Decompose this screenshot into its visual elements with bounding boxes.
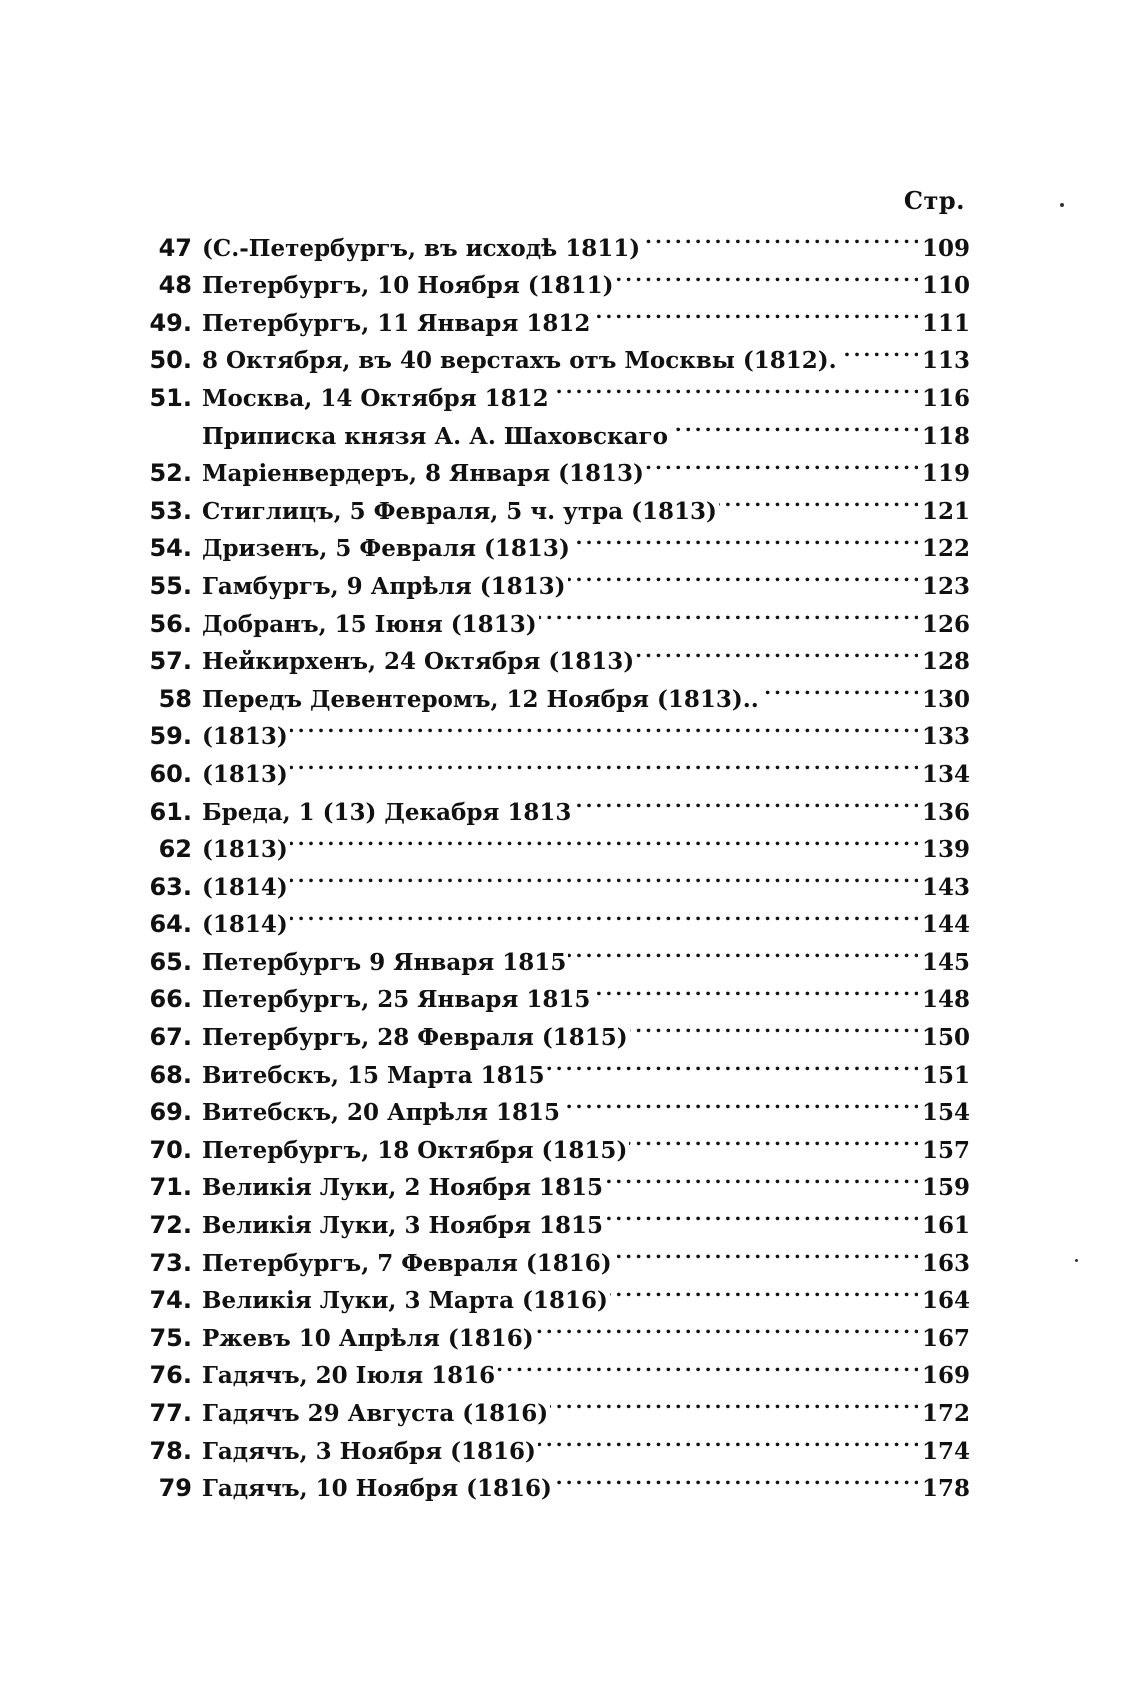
entry-number: 79 [158,1474,192,1503]
dot-leader [497,1346,918,1384]
entry-title: Дризенъ, 5 Февраля (1813) [202,535,570,563]
entry-title: Передъ Девентеромъ, 12 Ноября (1813).. [202,685,759,713]
entry-page: 139 [921,836,970,864]
toc-row [140,218,970,262]
entry-page: 122 [921,535,970,563]
dot-leader [592,293,918,331]
entry-number: 69. [149,1098,192,1127]
table-of-contents [140,218,970,1503]
entry-title: (1813) [202,723,288,751]
dot-leader [646,444,918,482]
entry-page: 118 [921,422,970,450]
entry-title: 8 Октября, въ 40 верстахъ отъ Москвы (1812). [202,347,837,375]
entry-page: 174 [921,1437,970,1465]
entry-page: 143 [921,873,970,901]
entry-number: 77. [149,1399,192,1427]
entry-number: 57. [149,647,192,676]
entry-page: 109 [921,234,970,262]
entry-title: Петербургъ, 18 Октября (1815) [202,1136,628,1164]
entry-title: Москва, 14 Октября 1812 [202,384,549,412]
entry-title: Великія Луки, 2 Ноября 1815 [202,1174,603,1202]
entry-page: 126 [921,610,970,638]
entry-page: 150 [921,1024,970,1052]
entry-title: Витебскъ, 15 Марта 1815 [202,1061,545,1089]
dot-leader [573,782,918,820]
entry-number: 78. [149,1436,192,1465]
entry-title: Петербургъ, 11 Января 1812 [202,309,591,337]
entry-page: 159 [921,1174,970,1202]
dot-leader [290,707,918,745]
entry-number: 76. [149,1361,192,1390]
entry-number: 48 [158,271,192,300]
entry-title: Петербургъ 9 Января 1815 [202,948,567,976]
entry-number: 75. [149,1323,192,1352]
entry-number: 73. [149,1248,192,1277]
entry-page: 110 [921,272,970,300]
entry-page: 116 [921,384,970,412]
entry-page: 145 [921,948,970,976]
dot-leader [572,519,918,557]
entry-title: (1813) [202,836,288,864]
dot-leader [538,1421,918,1459]
entry-title: (1813) [202,760,288,788]
entry-number: 74. [149,1286,192,1315]
dot-leader [605,1195,918,1233]
entry-title: Гадячъ, 20 Іюля 1816 [202,1362,496,1390]
dot-leader [636,632,918,670]
dot-leader [290,744,918,782]
entry-page: 157 [921,1136,970,1164]
entry-page: 151 [921,1061,970,1089]
dot-leader [290,895,918,933]
entry-number: 50. [149,346,192,375]
entry-number: 56. [149,609,192,638]
dot-leader [642,218,918,256]
entry-number: 68. [149,1060,192,1089]
dot-leader [568,932,918,970]
entry-title: Нейкирхенъ, 24 Октября (1813) [202,648,635,676]
dot-leader [719,481,918,519]
entry-number: 55. [149,571,192,600]
dot-leader [761,669,918,707]
dot-leader [630,1007,918,1045]
entry-page: 111 [921,309,970,337]
dot-leader [290,820,918,858]
entry-title: Петербургъ, 7 Февраля (1816) [202,1249,612,1277]
entry-number: 65. [149,947,192,976]
dot-leader [629,1120,918,1158]
entry-title: (1814) [202,911,288,939]
entry-page: 178 [921,1475,970,1503]
dot-leader [616,256,918,294]
entry-page: 123 [921,572,970,600]
entry-title: Приписка князя А. А. Шаховскаго [202,422,668,450]
dot-leader [610,1271,918,1309]
entry-page: 133 [921,723,970,751]
dot-leader [536,1308,918,1346]
entry-number: 47 [158,233,192,262]
entry-number: 62 [158,835,192,864]
dot-leader [547,1045,918,1083]
entry-title: Великія Луки, 3 Марта (1816) [202,1287,608,1315]
entry-number: 66. [149,985,192,1014]
dot-leader [554,1459,918,1497]
entry-title: Гамбургъ, 9 Апрѣля (1813) [202,572,566,600]
entry-title: Добранъ, 15 Іюня (1813) [202,610,537,638]
entry-title: Маріенвердеръ, 8 Января (1813) [202,460,644,488]
entry-number: 67. [149,1023,192,1052]
entry-title: (С.-Петербургъ, въ исходѣ 1811) [202,234,641,262]
entry-title: Бреда, 1 (13) Декабря 1813 [202,798,572,826]
entry-title: Витебскъ, 20 Апрѣля 1815 [202,1099,561,1127]
entry-page: 172 [921,1400,970,1427]
dot-leader [592,970,918,1008]
entry-number: 61. [149,797,192,826]
dot-leader [614,1233,918,1271]
entry-number: 51. [149,383,192,412]
dot-leader [550,1383,918,1421]
entry-page: 119 [921,460,970,488]
entry-page: 128 [921,648,970,676]
entry-number: 54. [149,534,192,563]
entry-title: (1814) [202,873,288,901]
entry-page: 161 [921,1212,970,1240]
entry-title: Гадячъ, 3 Ноября (1816) [202,1437,536,1465]
entry-page: 144 [921,911,970,939]
print-speck [1060,203,1064,207]
entry-page: 148 [921,986,970,1014]
entry-number: 64. [149,910,192,939]
print-speck [1075,1259,1078,1262]
dot-leader [839,331,918,369]
entry-number: 53. [149,496,192,525]
entry-page: 130 [921,685,970,713]
entry-number: 60. [149,759,192,788]
dot-leader [670,406,918,444]
entry-title: Гадячъ 29 Августа (1816) [202,1400,549,1427]
entry-title: Петербургъ, 28 Февраля (1815) [202,1024,628,1052]
entry-title: Гадячъ, 10 Ноября (1816) [202,1475,552,1503]
entry-title: Петербургъ, 10 Ноября (1811) [202,272,614,300]
entry-number: 72. [149,1211,192,1240]
entry-number: 63. [149,872,192,901]
entry-page: 134 [921,760,970,788]
dot-leader [551,368,918,406]
entry-number: 70. [149,1135,192,1164]
dot-leader [562,1083,918,1121]
entry-page: 169 [921,1362,970,1390]
dot-leader [539,594,918,632]
entry-title: Стиглицъ, 5 Февраля, 5 ч. утра (1813) [202,497,717,525]
dot-leader [568,556,918,594]
entry-page: 163 [921,1249,970,1277]
entry-number: 71. [149,1173,192,1202]
entry-page: 113 [921,347,970,375]
entry-page: 121 [921,497,970,525]
entry-number: 58 [158,684,192,713]
entry-title: Петербургъ, 25 Января 1815 [202,986,591,1014]
dot-leader [290,857,918,895]
entry-number: 49. [149,308,192,337]
entry-page: 154 [921,1099,970,1127]
entry-number: 59. [149,722,192,751]
page-column-label: Стр. [903,186,965,215]
entry-title: Великія Луки, 3 Ноября 1815 [202,1212,603,1240]
dot-leader [605,1158,918,1196]
entry-number: 52. [149,459,192,488]
entry-title: Ржевъ 10 Апрѣля (1816) [202,1324,534,1352]
entry-page: 167 [921,1324,970,1352]
entry-page: 164 [921,1287,970,1315]
entry-page: 136 [921,798,970,826]
